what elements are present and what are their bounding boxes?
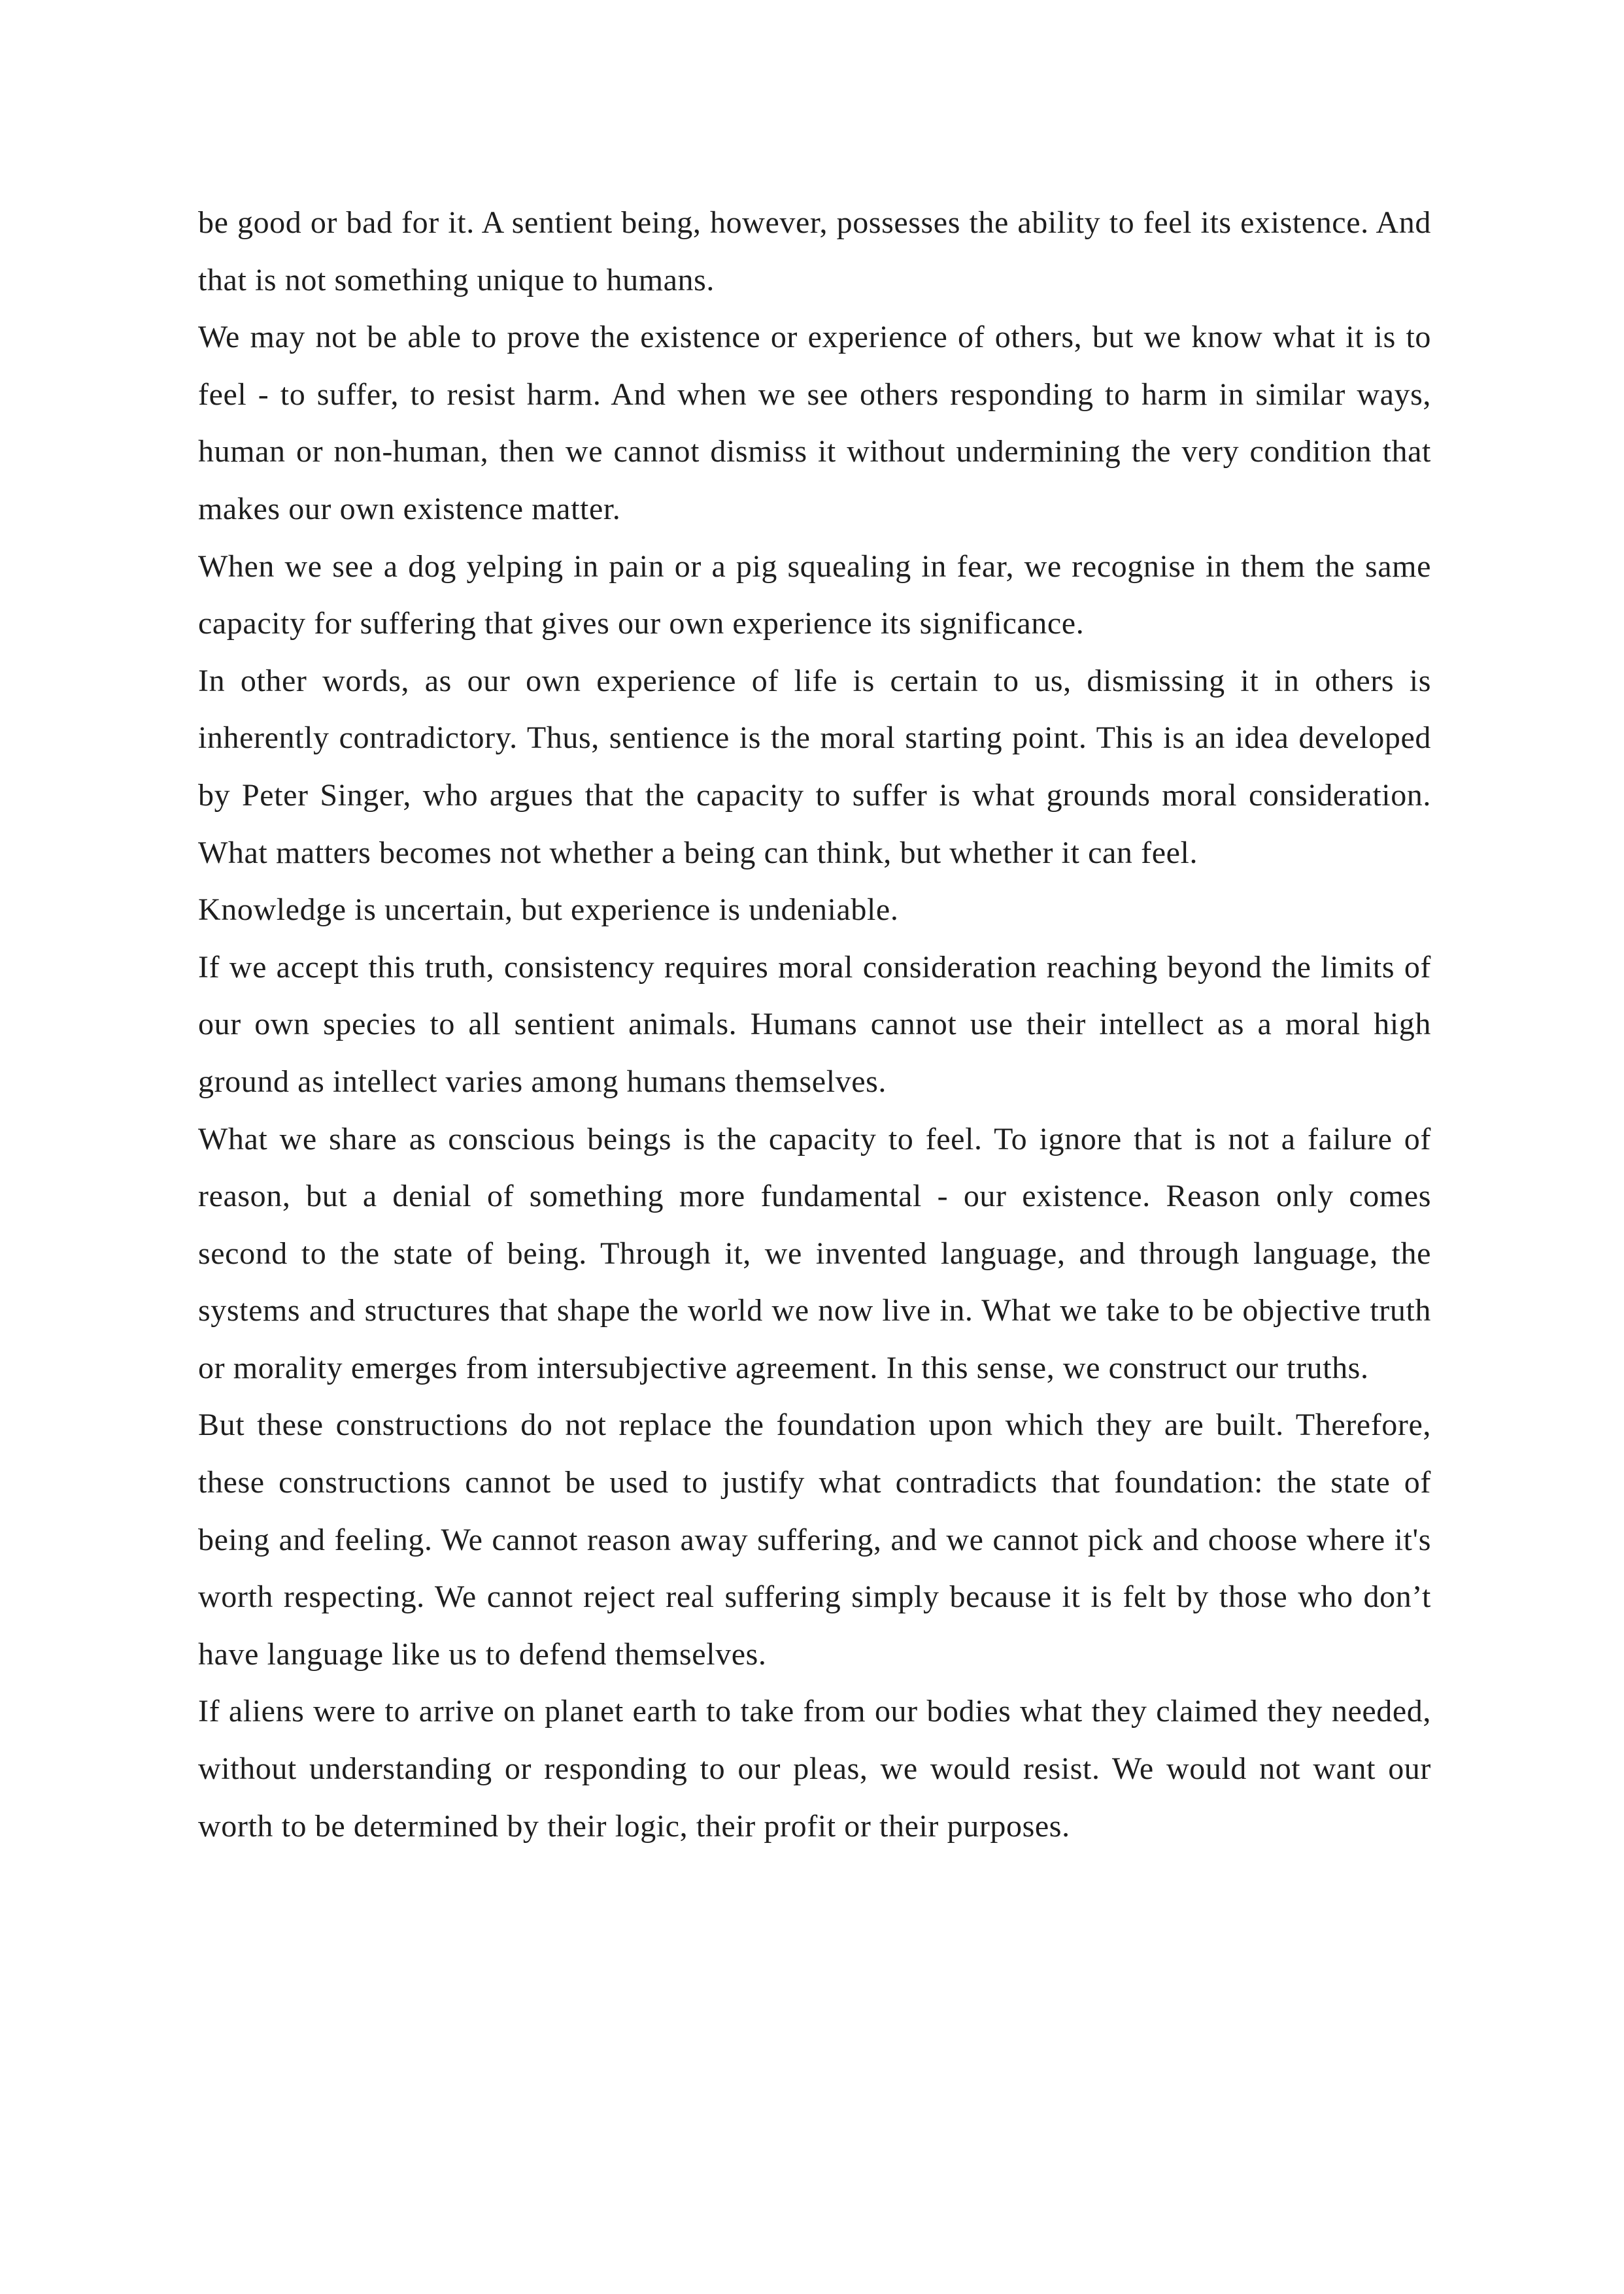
document-body: [198, 194, 1431, 1855]
paragraph: If we accept this truth, consistency requires moral consideration reaching beyond the limits of our own species to all sentient animals. Humans cannot use their intellect as a moral high ground as intellect varies among humans themselves.: [198, 949, 1431, 1099]
paragraph: We may not be able to prove the existence or experience of others, but we know what it is to feel - to suffer, to resist harm. And when we see others responding to harm in similar ways, human or non-human, then we cannot dismiss it without undermining the very condition that makes our own existence matter.: [198, 320, 1431, 526]
paragraph: But these constructions do not replace the foundation upon which they are built. Therefore, these constructions cannot be used to justify what contradicts that foundation: the state of being and feeling. We cannot reason away suffering, and we cannot pick and choose where it's worth respecting. We cannot reject real suffering simply because it is felt by those who don’t have language like us to defend themselves.: [198, 1408, 1431, 1672]
paragraph: What we share as conscious beings is the capacity to feel. To ignore that is not a failure of reason, but a denial of something more fundamental - our existence. Reason only comes second to the state of being. Through it, we invented language, and through language, the systems and structures that shape the world we now live in. What we take to be objective truth or morality emerges from intersubjective agreement. In this sense, we construct our truths.: [198, 1121, 1431, 1385]
paragraph: If aliens were to arrive on planet earth to take from our bodies what they claimed they needed, without understanding or responding to our pleas, we would resist. We would not want our worth to be determined by their logic, their profit or their purposes.: [198, 1694, 1431, 1844]
paragraph: When we see a dog yelping in pain or a pig squealing in fear, we recognise in them the same capacity for suffering that gives our own experience its significance.: [198, 548, 1431, 641]
paragraph: be good or bad for it. A sentient being, however, possesses the ability to feel its existence. And that is not something unique to humans.: [198, 205, 1431, 297]
paragraph: In other words, as our own experience of life is certain to us, dismissing it in others is inherently contradictory. Thus, sentience is the moral starting point. This is an idea developed by Peter Singer, who argues that the capacity to suffer is what grounds moral consideration. What matters becomes not whether a being can think, but whether it can feel.: [198, 663, 1431, 870]
paragraph: Knowledge is uncertain, but experience is undeniable.: [198, 892, 899, 928]
